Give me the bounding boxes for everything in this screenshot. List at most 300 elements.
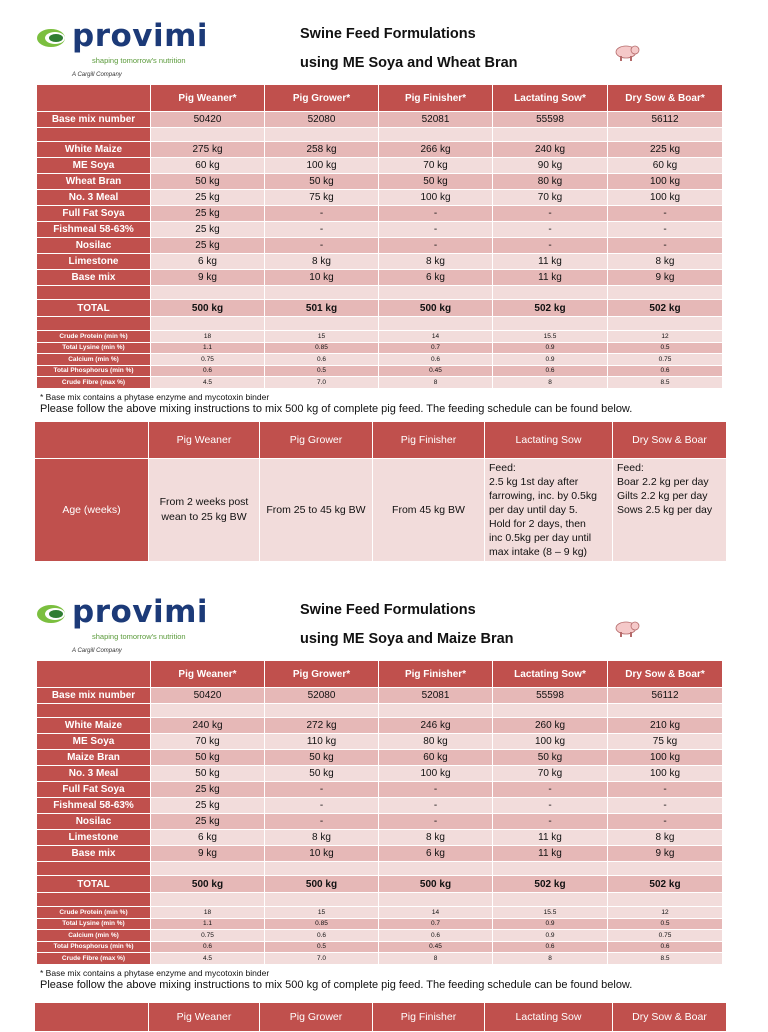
row-label — [37, 862, 151, 876]
nutrient-cell: 0.75 — [608, 354, 723, 366]
table-cell: 52080 — [265, 112, 379, 128]
dry-line: Feed: — [617, 462, 644, 474]
table-cell: 6 kg — [379, 270, 493, 286]
nutrient-cell: 0.75 — [151, 930, 265, 942]
table-cell: 500 kg — [265, 876, 379, 893]
table-header-row — [37, 85, 723, 112]
table-cell — [151, 317, 265, 331]
table-cell — [151, 286, 265, 300]
table-cell: 8 kg — [608, 830, 723, 846]
row-label: Base mix — [37, 846, 151, 862]
table-cell: - — [379, 814, 493, 830]
nutrient-row — [37, 953, 723, 965]
spacer-row — [37, 862, 723, 876]
brand-tagline: shaping tomorrow's nutrition — [92, 56, 186, 65]
nutrient-row — [37, 331, 723, 343]
row-label: ME Soya — [37, 734, 151, 750]
table-cell: 9 kg — [608, 846, 723, 862]
feeding-schedule-table — [34, 421, 727, 562]
provimi-logo — [36, 594, 209, 658]
nutrient-cell: 7.0 — [265, 953, 379, 965]
table-cell — [493, 128, 608, 142]
nutrient-cell: 0.6 — [265, 930, 379, 942]
nutrient-cell: 12 — [608, 907, 723, 919]
mixing-instruction: Please follow the above mixing instructions to mix 500 kg of complete pig feed. The feeding schedule can be found below. — [40, 403, 633, 415]
spacer-row — [37, 286, 723, 300]
table-cell: 100 kg — [379, 190, 493, 206]
table-cell: 210 kg — [608, 718, 723, 734]
table-cell: 8 kg — [608, 254, 723, 270]
row-label: Wheat Bran — [37, 174, 151, 190]
table-cell: 50 kg — [151, 174, 265, 190]
table-cell: 500 kg — [151, 876, 265, 893]
nutrient-row — [37, 941, 723, 953]
schedule-weaner: From 2 weeks post wean to 25 kg BW — [149, 459, 260, 562]
provimi-logo — [36, 18, 209, 82]
page-subtitle: using ME Soya and Maize Bran — [300, 631, 514, 647]
table-cell: 25 kg — [151, 190, 265, 206]
nutrient-cell: 15.5 — [493, 331, 608, 343]
table-cell: 90 kg — [493, 158, 608, 174]
nutrient-row — [37, 930, 723, 942]
table-cell: - — [608, 206, 723, 222]
schedule-finisher: From 45 kg BW — [373, 459, 485, 562]
leaf-logo-icon — [36, 26, 70, 50]
nutrient-cell: 1.1 — [151, 342, 265, 354]
nutrient-cell: 8 — [493, 953, 608, 965]
table-cell: 275 kg — [151, 142, 265, 158]
table-cell: 60 kg — [151, 158, 265, 174]
row-label — [37, 704, 151, 718]
nutrient-cell: 0.9 — [493, 354, 608, 366]
nutrient-cell: 8 — [493, 377, 608, 389]
table-row — [37, 142, 723, 158]
table-cell: 50 kg — [265, 174, 379, 190]
table-cell: 266 kg — [379, 142, 493, 158]
row-label — [37, 128, 151, 142]
formulation-table — [36, 84, 723, 389]
schedule-lactating — [485, 459, 613, 562]
table-cell: 50 kg — [151, 766, 265, 782]
nutrient-cell: 0.75 — [608, 930, 723, 942]
nutrient-row — [37, 342, 723, 354]
schedule-header-lactating: Lactating Sow — [485, 1003, 613, 1032]
table-cell — [151, 704, 265, 718]
table-cell: 100 kg — [608, 174, 723, 190]
nutrient-cell: 0.5 — [608, 342, 723, 354]
nutrient-cell: 0.9 — [493, 930, 608, 942]
table-row — [37, 238, 723, 254]
table-row — [37, 206, 723, 222]
formulation-sheet-2 — [0, 576, 768, 1024]
schedule-header-weaner: Pig Weaner — [149, 422, 260, 459]
table-cell: 8 kg — [379, 254, 493, 270]
row-label: TOTAL — [37, 300, 151, 317]
schedule-header-grower: Pig Grower — [260, 1003, 373, 1032]
schedule-header-corner — [35, 422, 149, 459]
mixing-instruction: Please follow the above mixing instructions to mix 500 kg of complete pig feed. The feeding schedule can be found below. — [40, 979, 633, 991]
table-cell: 8 kg — [379, 830, 493, 846]
schedule-header-finisher: Pig Finisher — [373, 422, 485, 459]
table-cell: - — [265, 782, 379, 798]
brand-tagline: shaping tomorrow's nutrition — [92, 632, 186, 641]
row-label: Limestone — [37, 254, 151, 270]
nutrient-label: Crude Fibre (max %) — [37, 953, 151, 965]
table-cell — [265, 862, 379, 876]
brand-name: provimi — [72, 594, 209, 630]
table-cell: - — [265, 814, 379, 830]
table-cell: - — [379, 798, 493, 814]
nutrient-cell: 0.5 — [265, 365, 379, 377]
nutrient-label: Calcium (min %) — [37, 930, 151, 942]
pig-icon — [612, 618, 640, 638]
table-cell: 52080 — [265, 688, 379, 704]
table-cell: 50420 — [151, 112, 265, 128]
table-cell: 50 kg — [265, 766, 379, 782]
lactating-line: max intake (8 – 9 kg) — [489, 546, 588, 558]
nutrient-label: Total Phosphorus (min %) — [37, 365, 151, 377]
schedule-age-row — [35, 459, 727, 562]
table-cell: 258 kg — [265, 142, 379, 158]
nutrient-cell: 15.5 — [493, 907, 608, 919]
table-cell: 70 kg — [493, 190, 608, 206]
table-cell: 50420 — [151, 688, 265, 704]
table-cell: 25 kg — [151, 238, 265, 254]
nutrient-cell: 14 — [379, 331, 493, 343]
spacer-row — [37, 704, 723, 718]
schedule-header-corner — [35, 1003, 149, 1032]
table-cell: 70 kg — [151, 734, 265, 750]
table-cell: 11 kg — [493, 270, 608, 286]
dry-line: Gilts 2.2 kg per day — [617, 490, 708, 502]
table-cell: 8 kg — [265, 830, 379, 846]
table-cell: 11 kg — [493, 254, 608, 270]
row-label: Full Fat Soya — [37, 206, 151, 222]
lactating-line: Hold for 2 days, then — [489, 518, 586, 530]
table-cell: 100 kg — [379, 766, 493, 782]
row-label — [37, 893, 151, 907]
schedule-header-finisher: Pig Finisher — [373, 1003, 485, 1032]
table-cell: 60 kg — [379, 750, 493, 766]
table-row — [37, 814, 723, 830]
nutrient-cell: 0.6 — [608, 941, 723, 953]
table-cell: - — [265, 238, 379, 254]
spacer-row — [37, 128, 723, 142]
header-pig-grower: Pig Grower* — [265, 661, 379, 688]
row-label: TOTAL — [37, 876, 151, 893]
table-cell: 100 kg — [608, 766, 723, 782]
table-cell: 9 kg — [608, 270, 723, 286]
header-pig-finisher: Pig Finisher* — [379, 85, 493, 112]
table-cell — [265, 704, 379, 718]
table-cell: 75 kg — [265, 190, 379, 206]
nutrient-row — [37, 377, 723, 389]
schedule-grower: From 25 to 45 kg BW — [260, 459, 373, 562]
nutrient-cell: 0.9 — [493, 342, 608, 354]
table-cell: 500 kg — [151, 300, 265, 317]
nutrient-cell: 4.5 — [151, 953, 265, 965]
leaf-logo-icon — [36, 602, 70, 626]
table-cell — [265, 317, 379, 331]
table-cell — [493, 286, 608, 300]
header-pig-grower: Pig Grower* — [265, 85, 379, 112]
table-cell: 70 kg — [379, 158, 493, 174]
nutrient-cell: 0.6 — [151, 365, 265, 377]
row-label: White Maize — [37, 142, 151, 158]
table-cell — [608, 317, 723, 331]
nutrient-cell: 4.5 — [151, 377, 265, 389]
table-row — [37, 830, 723, 846]
table-cell — [265, 128, 379, 142]
nutrient-cell: 1.1 — [151, 918, 265, 930]
table-cell: 100 kg — [265, 158, 379, 174]
nutrient-cell: 0.75 — [151, 354, 265, 366]
table-cell — [493, 704, 608, 718]
nutrient-label: Crude Fibre (max %) — [37, 377, 151, 389]
nutrient-cell: 18 — [151, 907, 265, 919]
table-cell: - — [493, 238, 608, 254]
table-cell — [608, 704, 723, 718]
nutrient-label: Crude Protein (min %) — [37, 907, 151, 919]
table-row — [37, 782, 723, 798]
table-cell: 52081 — [379, 688, 493, 704]
table-row — [37, 158, 723, 174]
table-cell: 50 kg — [493, 750, 608, 766]
table-cell — [379, 286, 493, 300]
nutrient-label: Total Lysine (min %) — [37, 342, 151, 354]
nutrient-cell: 0.6 — [379, 354, 493, 366]
lactating-line: 2.5 kg 1st day after — [489, 476, 579, 488]
table-cell: - — [379, 782, 493, 798]
nutrient-cell: 18 — [151, 331, 265, 343]
header-pig-weaner: Pig Weaner* — [151, 661, 265, 688]
table-cell: 501 kg — [265, 300, 379, 317]
table-row — [37, 688, 723, 704]
table-row — [37, 846, 723, 862]
nutrient-cell: 0.85 — [265, 342, 379, 354]
table-cell — [265, 286, 379, 300]
header-corner — [37, 661, 151, 688]
table-cell: 50 kg — [151, 750, 265, 766]
header-dry-sow-boar: Dry Sow & Boar* — [608, 661, 723, 688]
table-cell: 502 kg — [493, 876, 608, 893]
table-cell — [608, 893, 723, 907]
table-cell — [151, 862, 265, 876]
brand-name: provimi — [72, 18, 209, 54]
table-cell — [265, 893, 379, 907]
table-cell — [379, 862, 493, 876]
spacer-row — [37, 893, 723, 907]
table-cell: - — [379, 238, 493, 254]
table-cell — [151, 893, 265, 907]
nutrient-cell: 0.6 — [493, 941, 608, 953]
brand-company: A Cargill Company — [72, 72, 122, 78]
row-label: Nosilac — [37, 238, 151, 254]
table-cell: 100 kg — [493, 734, 608, 750]
table-cell: 100 kg — [608, 190, 723, 206]
table-cell: 70 kg — [493, 766, 608, 782]
table-cell: 240 kg — [493, 142, 608, 158]
nutrient-cell: 0.6 — [151, 941, 265, 953]
table-cell: 25 kg — [151, 222, 265, 238]
lactating-line: Feed: — [489, 462, 516, 474]
table-cell: 10 kg — [265, 270, 379, 286]
table-cell — [608, 128, 723, 142]
row-label: No. 3 Meal — [37, 766, 151, 782]
row-label: Limestone — [37, 830, 151, 846]
nutrient-cell: 15 — [265, 331, 379, 343]
table-cell: 240 kg — [151, 718, 265, 734]
table-cell — [151, 128, 265, 142]
table-cell: 6 kg — [151, 830, 265, 846]
schedule-header-dry: Dry Sow & Boar — [613, 1003, 727, 1032]
table-row — [37, 766, 723, 782]
table-cell — [608, 862, 723, 876]
table-cell: 9 kg — [151, 270, 265, 286]
table-cell: 11 kg — [493, 830, 608, 846]
dry-line: Sows 2.5 kg per day — [617, 504, 713, 516]
table-cell: - — [493, 222, 608, 238]
table-cell — [608, 286, 723, 300]
table-row — [37, 254, 723, 270]
table-cell — [379, 893, 493, 907]
nutrient-cell: 7.0 — [265, 377, 379, 389]
nutrient-label: Total Phosphorus (min %) — [37, 941, 151, 953]
table-row — [37, 190, 723, 206]
table-cell: 56112 — [608, 112, 723, 128]
page-title: Swine Feed Formulations — [300, 602, 476, 618]
nutrient-cell: 8 — [379, 377, 493, 389]
nutrient-cell: 0.6 — [608, 365, 723, 377]
nutrient-cell: 0.9 — [493, 918, 608, 930]
table-row — [37, 876, 723, 893]
schedule-header-row — [35, 422, 727, 459]
dry-line: Boar 2.2 kg per day — [617, 476, 709, 488]
table-cell: 8 kg — [265, 254, 379, 270]
schedule-header-row — [35, 1003, 727, 1032]
table-cell: 80 kg — [493, 174, 608, 190]
row-label — [37, 286, 151, 300]
lactating-line: farrowing, inc. by 0.5kg — [489, 490, 597, 502]
table-cell: 500 kg — [379, 876, 493, 893]
table-row — [37, 734, 723, 750]
table-cell — [379, 704, 493, 718]
table-cell: - — [608, 222, 723, 238]
nutrient-row — [37, 918, 723, 930]
table-cell: 272 kg — [265, 718, 379, 734]
nutrient-cell: 0.45 — [379, 941, 493, 953]
nutrient-cell: 0.5 — [265, 941, 379, 953]
brand-company: A Cargill Company — [72, 648, 122, 654]
nutrient-cell: 0.85 — [265, 918, 379, 930]
table-cell: - — [608, 782, 723, 798]
table-cell: - — [379, 206, 493, 222]
table-cell: 6 kg — [151, 254, 265, 270]
table-cell: - — [493, 814, 608, 830]
header-lactating-sow: Lactating Sow* — [493, 85, 608, 112]
row-label: Fishmeal 58-63% — [37, 798, 151, 814]
row-label: Base mix number — [37, 112, 151, 128]
row-label — [37, 317, 151, 331]
table-row — [37, 718, 723, 734]
row-label: Base mix — [37, 270, 151, 286]
table-cell: - — [265, 222, 379, 238]
table-cell — [493, 862, 608, 876]
row-label: Maize Bran — [37, 750, 151, 766]
nutrient-cell: 0.6 — [265, 354, 379, 366]
nutrient-label: Crude Protein (min %) — [37, 331, 151, 343]
table-cell: 55598 — [493, 112, 608, 128]
table-cell: 100 kg — [608, 750, 723, 766]
header-corner — [37, 85, 151, 112]
table-cell: 60 kg — [608, 158, 723, 174]
table-cell: 56112 — [608, 688, 723, 704]
table-cell — [493, 317, 608, 331]
nutrient-cell: 0.45 — [379, 365, 493, 377]
row-label: No. 3 Meal — [37, 190, 151, 206]
table-cell: - — [608, 798, 723, 814]
table-cell: 500 kg — [379, 300, 493, 317]
header-pig-weaner: Pig Weaner* — [151, 85, 265, 112]
table-cell: 502 kg — [608, 876, 723, 893]
nutrient-row — [37, 365, 723, 377]
row-label: ME Soya — [37, 158, 151, 174]
table-row — [37, 222, 723, 238]
table-cell: 25 kg — [151, 798, 265, 814]
pig-icon — [612, 42, 640, 62]
table-cell: - — [493, 798, 608, 814]
table-cell: 25 kg — [151, 814, 265, 830]
nutrient-cell: 0.7 — [379, 918, 493, 930]
table-cell: - — [265, 798, 379, 814]
formulation-table — [36, 660, 723, 965]
table-cell: 246 kg — [379, 718, 493, 734]
table-cell: 50 kg — [379, 174, 493, 190]
row-label: White Maize — [37, 718, 151, 734]
table-row — [37, 798, 723, 814]
table-cell — [493, 893, 608, 907]
schedule-row-label: Age (weeks) — [35, 459, 149, 562]
table-cell: 50 kg — [265, 750, 379, 766]
nutrient-cell: 8 — [379, 953, 493, 965]
table-header-row — [37, 661, 723, 688]
table-cell: - — [608, 814, 723, 830]
table-cell: 110 kg — [265, 734, 379, 750]
nutrient-cell: 14 — [379, 907, 493, 919]
header-lactating-sow: Lactating Sow* — [493, 661, 608, 688]
table-cell: 9 kg — [151, 846, 265, 862]
table-cell: - — [493, 782, 608, 798]
table-cell: 55598 — [493, 688, 608, 704]
schedule-header-weaner: Pig Weaner — [149, 1003, 260, 1032]
row-label: Base mix number — [37, 688, 151, 704]
nutrient-cell: 0.7 — [379, 342, 493, 354]
table-row — [37, 174, 723, 190]
header-pig-finisher: Pig Finisher* — [379, 661, 493, 688]
table-cell: 6 kg — [379, 846, 493, 862]
feeding-schedule-table-2 — [34, 1002, 727, 1032]
header-dry-sow-boar: Dry Sow & Boar* — [608, 85, 723, 112]
schedule-dry-sow-boar — [613, 459, 727, 562]
table-row — [37, 112, 723, 128]
table-cell: 52081 — [379, 112, 493, 128]
lactating-line: inc 0.5kg per day until — [489, 532, 592, 544]
table-cell: 260 kg — [493, 718, 608, 734]
table-row — [37, 750, 723, 766]
table-cell — [379, 317, 493, 331]
table-cell — [379, 128, 493, 142]
table-cell: - — [493, 206, 608, 222]
